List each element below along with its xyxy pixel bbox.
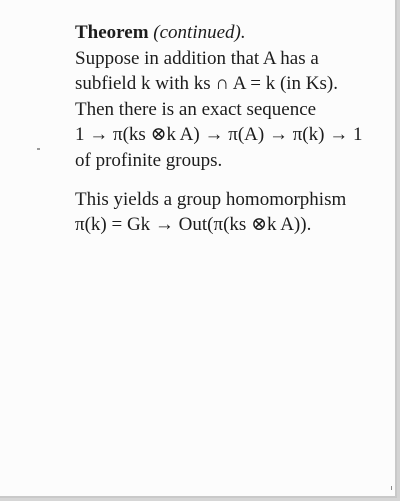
exact-sequence-formula: 1 → π(ks ⊗k A) → π(A) → π(k) → 1: [75, 124, 363, 146]
scan-speck: [37, 148, 40, 150]
scan-tick-mark: [391, 486, 392, 490]
corollary-line-1: This yields a group homomorphism: [75, 188, 347, 210]
theorem-line-2: subfield k with ks ∩ A = k (in Ks).: [75, 73, 338, 95]
theorem-line-1: Suppose in addition that A has a: [75, 47, 319, 69]
theorem-continued-note: (continued).: [153, 22, 246, 43]
paragraph-gap: [75, 174, 375, 187]
theorem-heading: [75, 20, 375, 46]
theorem-line-3: Then there is an exact sequence: [75, 98, 317, 120]
theorem-line-5: of profinite groups.: [75, 149, 223, 171]
theorem-label: Theorem: [75, 22, 149, 43]
slide-content: [75, 20, 375, 238]
homomorphism-formula: π(k) = Gk → Out(π(ks ⊗k A)).: [75, 214, 312, 236]
